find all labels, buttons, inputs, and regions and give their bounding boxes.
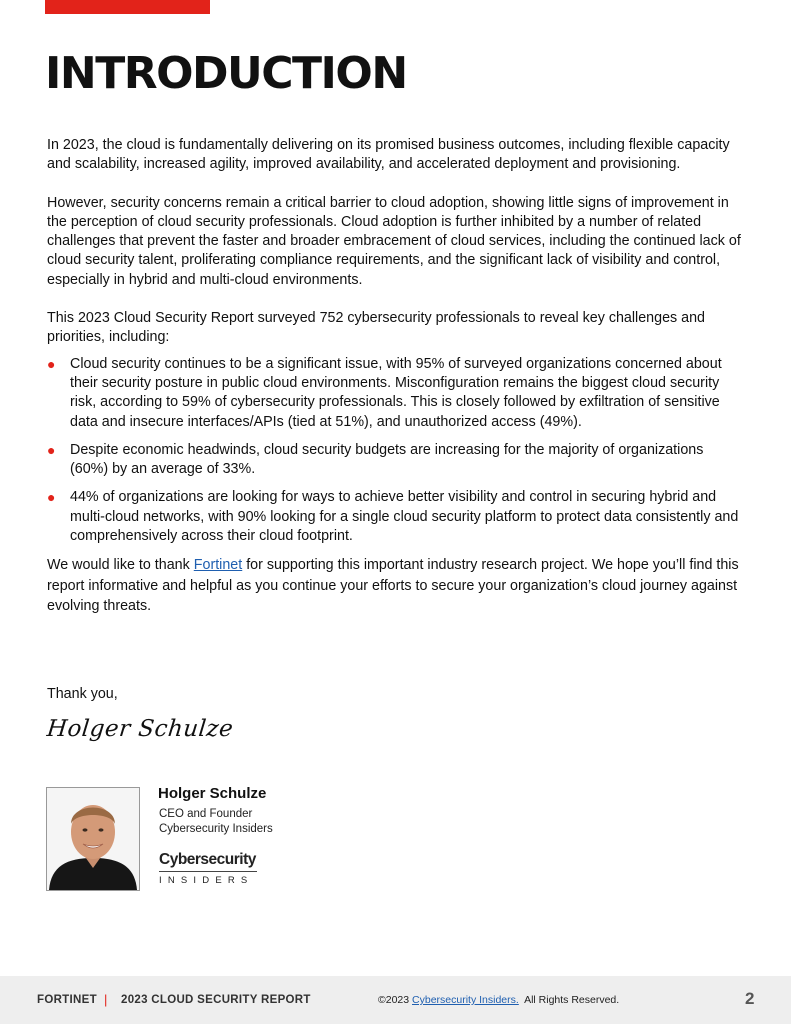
logo-wordmark-top: Cybersecurity <box>159 851 256 868</box>
cybersecurity-insiders-logo <box>159 851 259 886</box>
key-findings-list <box>47 355 742 547</box>
intro-paragraph-2: However, security concerns remain a critical barrier to cloud adoption, showing little signs of improvement in the perception of cloud security professionals. Cloud adoption is further inhibited by a number of related challenges that prevent the faster and broader embracement of cloud services, including the continued lack of cloud security talent, proliferating compliance requirements, and the significant lack of visibility and control, especially in hybrid and multi-cloud environments. <box>47 194 741 288</box>
footer-report-title: 2023 CLOUD SECURITY REPORT <box>121 994 311 1006</box>
bullet-dot-icon: ● <box>47 441 56 458</box>
portrait-image <box>47 788 139 890</box>
accent-bar <box>45 0 210 14</box>
list-item-text: 44% of organizations are looking for ways to achieve better visibility and control in securing hybrid and multi-cloud networks, with 90% looking for a single cloud security platform to protect data consistently and comprehensively across their cloud footprint. <box>70 489 739 545</box>
footer-copyright: ©2023 Cybersecurity Insiders. All Rights Reserved. <box>378 994 620 1006</box>
list-item-text: Cloud security continues to be a significant issue, with 95% of surveyed organizations concerned about their security posture in public cloud environments. Misconfiguration remains the biggest cloud security risk, according to 59% of cybersecurity professionals. This is closely followed by exfiltration of sensitive data and insecure interfaces/APIs (tied at 51%), and unauthorized access (49%). <box>70 355 722 430</box>
author-title <box>159 807 273 836</box>
logo-divider <box>159 871 257 872</box>
footer-brand: FORTINET <box>37 994 97 1006</box>
logo-wordmark-bottom: INSIDERS <box>159 875 254 886</box>
author-company: Cybersecurity Insiders <box>159 822 273 835</box>
intro-paragraph-3: This 2023 Cloud Security Report surveyed 752 cybersecurity professionals to reveal key challenges and priorities, including: <box>47 310 706 346</box>
intro-paragraph-1: In 2023, the cloud is fundamentally delivering on its promised business outcomes, including flexible capacity and scalability, increased agility, improved availability, and accelerated deployment and provisioning. <box>47 137 730 173</box>
thanks-paragraph: We would like to thank Fortinet for supporting this important industry research project. We hope you’ll find this report informative and helpful as you continue your efforts to secure your organization’s cloud journey against evolving threats. <box>47 557 739 615</box>
author-role: CEO and Founder <box>159 808 253 820</box>
list-item <box>47 441 742 480</box>
bullet-dot-icon: ● <box>47 489 56 506</box>
bullet-dot-icon: ● <box>47 355 56 372</box>
author-name: Holger Schulze <box>158 785 267 802</box>
footer-copyright-link[interactable]: Cybersecurity Insiders. <box>412 994 519 1006</box>
list-item <box>47 488 742 546</box>
fortinet-link[interactable]: Fortinet <box>193 557 243 574</box>
page-title: INTRODUCTION <box>45 48 407 99</box>
footer-separator: | <box>104 992 108 1007</box>
author-photo <box>46 787 140 891</box>
list-item <box>47 355 742 432</box>
page-footer <box>0 976 791 1024</box>
page-number: 2 <box>745 989 755 1008</box>
intro-body <box>47 136 742 636</box>
handwritten-signature: Holger Schulze <box>45 716 235 742</box>
list-item-text: Despite economic headwinds, cloud security budgets are increasing for the majority of organizations (60%) by an average of 33%. <box>70 441 704 478</box>
closing-text: Thank you, <box>47 686 118 702</box>
